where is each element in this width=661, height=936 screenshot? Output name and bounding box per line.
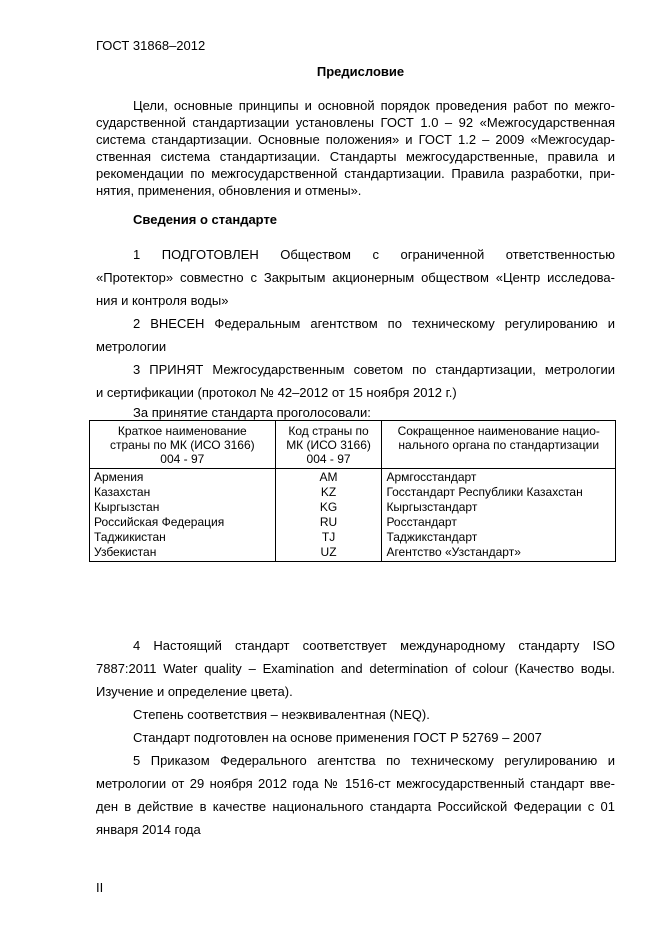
intro-line: рекомендации по межгосударственной стандартизации. Правила разработки, при- <box>96 166 615 181</box>
body-cell: Кыргызстандарт <box>382 499 616 514</box>
item3-line: и сертификации (протокол № 42–2012 от 15 ноября 2012 г.) <box>96 385 457 400</box>
body-cell: Армгосстандарт <box>382 469 616 485</box>
item4-line: 7887:2011 Water quality – Examination and determination of colour (Качество воды. <box>96 661 615 676</box>
code-cell: RU <box>275 514 382 529</box>
section-heading: Сведения о стандарте <box>133 212 278 227</box>
page-number: II <box>96 880 104 895</box>
item5-line: ден в действие в качестве национального стандарта Российской Федерации с 01 <box>96 799 615 814</box>
item1-line: ния и контроля воды» <box>96 293 229 308</box>
item3-line: 3 ПРИНЯТ Межгосударственным советом по стандартизации, метрологии <box>133 362 615 377</box>
header-national-body: Сокращенное наименование нацио- нального органа по стандартизации <box>382 421 616 469</box>
intro-line: ственная система стандартизации. Стандарты межгосударственные, правила и <box>96 149 615 164</box>
table-row <box>90 469 616 485</box>
code-cell: KG <box>275 499 382 514</box>
table-row <box>90 499 616 514</box>
item5-line: метрологии от 29 ноября 2012 года № 1516-ст межгосударственный стандарт вве- <box>96 776 615 791</box>
intro-line: сударственной стандартизации установлены ГОСТ 1.0 – 92 «Межгосударственная <box>96 115 615 130</box>
country-cell: Российская Федерация <box>90 514 276 529</box>
body-cell: Таджикстандарт <box>382 529 616 544</box>
item4-line: 4 Настоящий стандарт соответствует международному стандарту ISO <box>133 638 615 653</box>
table-row <box>90 544 616 562</box>
basis-line: Стандарт подготовлен на основе применения ГОСТ Р 52769 – 2007 <box>133 730 542 745</box>
item1-line: «Протектор» совместно с Закрытым акционерным обществом «Центр исследова- <box>96 270 615 285</box>
intro-line: нятия, применения, обновления и отмены». <box>96 183 362 198</box>
document-header: ГОСТ 31868–2012 <box>96 38 206 53</box>
country-cell: Таджикистан <box>90 529 276 544</box>
country-table <box>89 420 616 562</box>
code-cell: AM <box>275 469 382 485</box>
item4-line: Изучение и определение цвета). <box>96 684 293 699</box>
country-cell: Казахстан <box>90 484 276 499</box>
conformity-line: Степень соответствия – неэквивалентная (NEQ). <box>133 707 430 722</box>
header-country-code: Код страны по МК (ИСО 3166) 004 - 97 <box>275 421 382 469</box>
table-row <box>90 529 616 544</box>
table-row <box>90 514 616 529</box>
intro-line: Цели, основные принципы и основной порядок проведения работ по межго- <box>133 98 615 113</box>
item2-line: 2 ВНЕСЕН Федеральным агентством по техническому регулированию и <box>133 316 615 331</box>
item5-line: 5 Приказом Федерального агентства по техническому регулированию и <box>133 753 615 768</box>
body-cell: Агентство «Узстандарт» <box>382 544 616 562</box>
vote-line: За принятие стандарта проголосовали: <box>133 405 371 420</box>
body-cell: Госстандарт Республики Казахстан <box>382 484 616 499</box>
code-cell: UZ <box>275 544 382 562</box>
page-title: Предисловие <box>316 64 405 79</box>
item2-line: метрологии <box>96 339 167 354</box>
header-country-name: Краткое наименование страны по МК (ИСО 3166) 004 - 97 <box>90 421 276 469</box>
intro-line: система стандартизации. Основные положения» и ГОСТ 1.2 – 2009 «Межгосудар- <box>96 132 615 147</box>
table-header-row <box>90 421 616 469</box>
body-cell: Росстандарт <box>382 514 616 529</box>
item1-line: 1 ПОДГОТОВЛЕН Обществом с ограниченной ответственностью <box>133 247 615 262</box>
code-cell: KZ <box>275 484 382 499</box>
table-row <box>90 484 616 499</box>
code-cell: TJ <box>275 529 382 544</box>
country-cell: Кыргызстан <box>90 499 276 514</box>
country-cell: Армения <box>90 469 276 485</box>
item5-line: января 2014 года <box>96 822 201 837</box>
country-cell: Узбекистан <box>90 544 276 562</box>
